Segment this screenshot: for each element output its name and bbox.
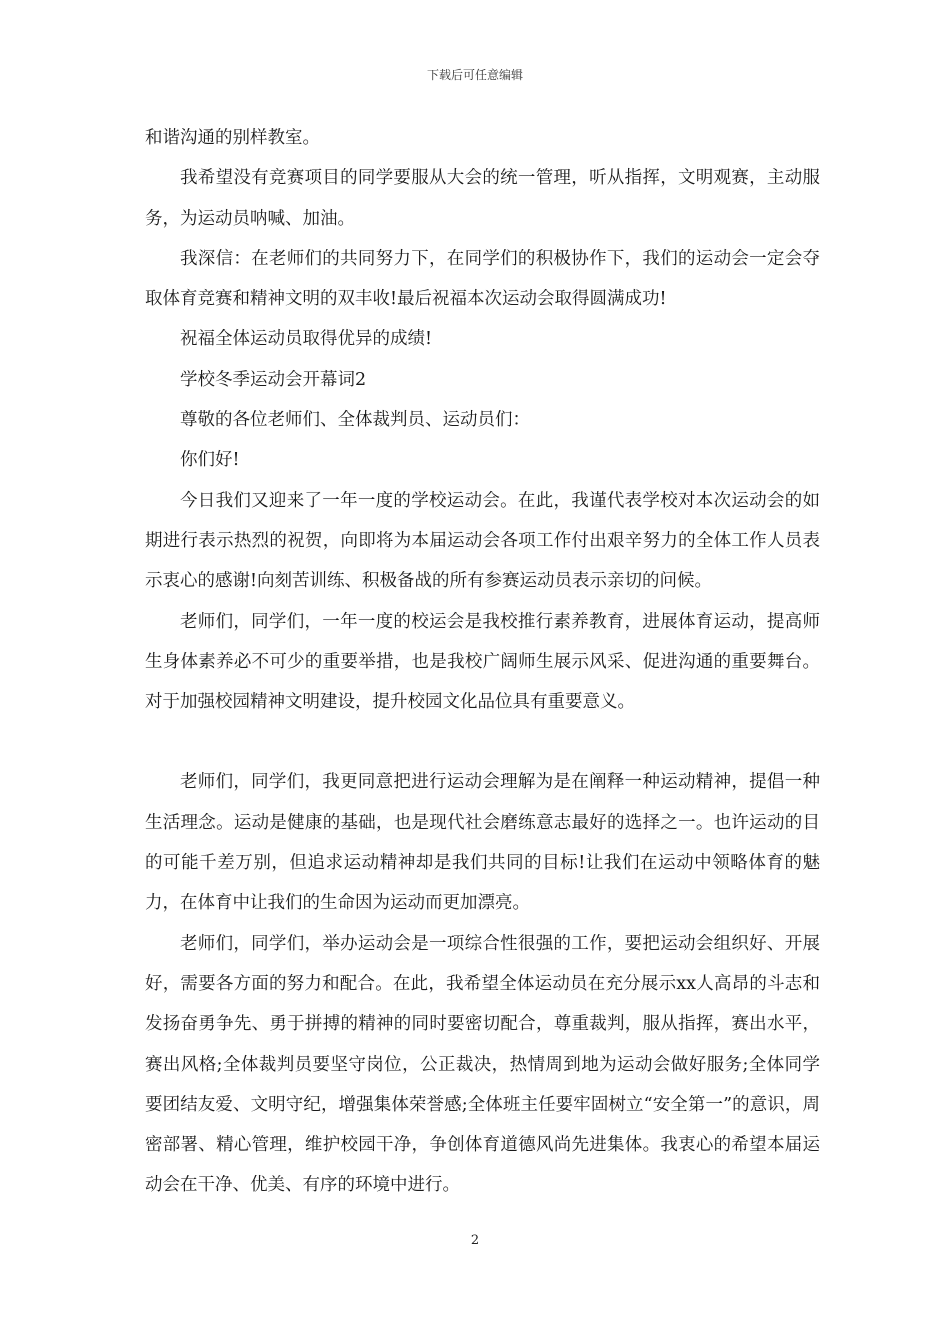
paragraph: 老师们，同学们，举办运动会是一项综合性很强的工作，要把运动会组织好、开展好，需要各方面的努力和配合。在此，我希望全体运动员在充分展示xx人高昂的斗志和发扬奋勇争先、勇于拼搏的精神的同时要密切配合，尊重裁判，服从指挥，赛出水平，赛出风格;全体裁判员要坚守岗位，公正裁决，热情周到地为运动会做好服务;全体同学要团结友爱、文明守纪，增强集体荣誉感;全体班主任要牢固树立“安全第一”的意识，周密部署、精心管理，维护校园干净，争创体育道德风尚先进集体。我衷心的希望本届运动会在干净、优美、有序的环境中进行。 [145,933,820,1196]
paragraph-continuation: 和谐沟通的别样教室。 [145,128,320,148]
paragraph: 我希望没有竞赛项目的同学要服从大会的统一管理，听从指挥，文明观赛，主动服务，为运动员呐喊、加油。 [145,168,820,229]
page-number: 2 [470,1233,480,1248]
greeting: 你们好! [180,450,240,471]
document-body [145,118,820,1206]
paragraph: 今日我们又迎来了一年一度的学校运动会。在此，我谨代表学校对本次运动会的如期进行表示热烈的祝贺，向即将为本届运动会各项工作付出艰辛努力的全体工作人员表示衷心的感谢!向刻苦训练、积极备战的所有参赛运动员表示亲切的问候。 [145,490,820,592]
paragraph: 祝福全体运动员取得优异的成绩! [180,329,433,350]
section-title: 学校冬季运动会开幕词2 [180,369,367,390]
paragraph: 老师们，同学们，一年一度的校运会是我校推行素养教育，进展体育运动，提高师生身体素养必不可少的重要举措，也是我校广阔师生展示风采、促进沟通的重要舞台。对于加强校园精神文明建设，提升校园文化品位具有重要意义。 [145,611,820,713]
paragraph: 老师们，同学们，我更同意把进行运动会理解为是在阐释一种运动精神，提倡一种生活理念。运动是健康的基础，也是现代社会磨练意志最好的选择之一。也许运动的目的可能千差万别，但追求运动精神却是我们共同的目标!让我们在运动中领略体育的魅力，在体育中让我们的生命因为运动而更加漂亮。 [145,772,820,914]
salutation: 尊敬的各位老师们、全体裁判员、运动员们： [180,410,530,431]
page-header: 下载后可任意编辑 [426,68,523,82]
paragraph: 我深信：在老师们的共同努力下，在同学们的积极协作下，我们的运动会一定会夺取体育竞赛和精神文明的双丰收!最后祝福本次运动会取得圆满成功! [145,248,820,310]
